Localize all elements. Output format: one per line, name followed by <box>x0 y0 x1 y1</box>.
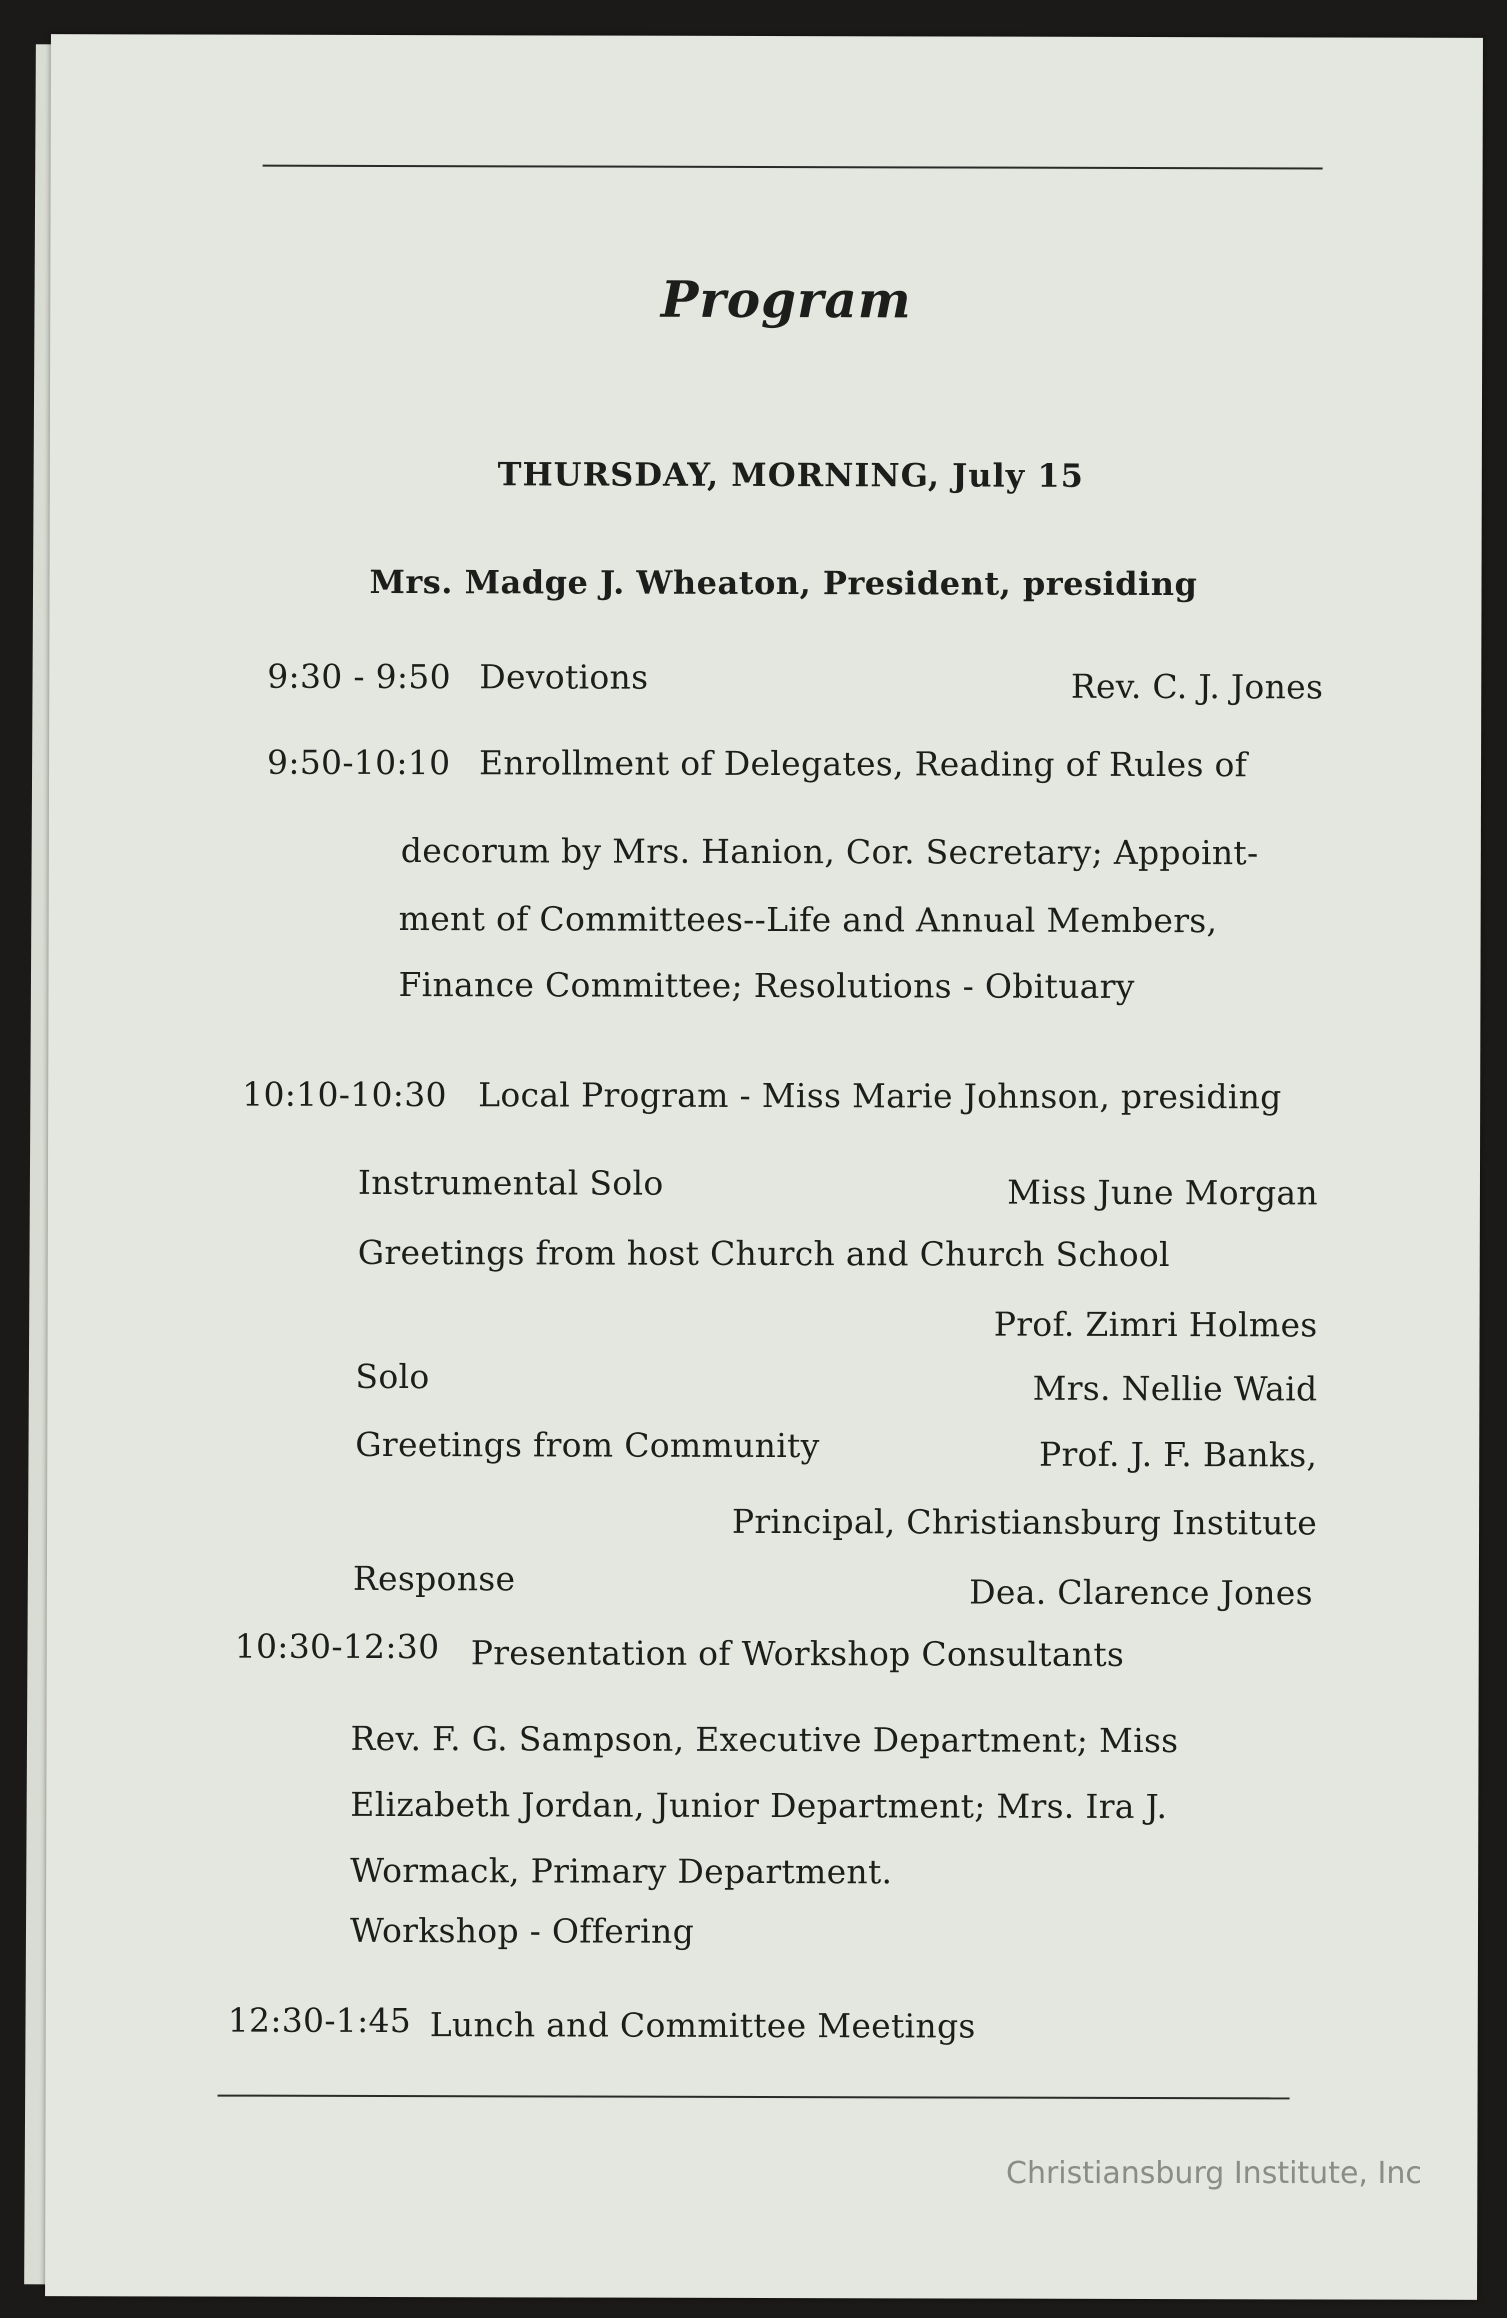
item-presenter: Prof. Zimri Holmes <box>993 1304 1318 1345</box>
program-title: Program <box>660 269 912 330</box>
item-text: Presentation of Workshop Consultants <box>470 1633 1125 1674</box>
item-time: 10:10-10:30 <box>242 1074 447 1115</box>
item-presenter: Mrs. Nellie Waid <box>1032 1368 1318 1409</box>
item-text: Lunch and Committee Meetings <box>429 2005 976 2046</box>
item-presenter: Prof. J. F. Banks, <box>1038 1434 1318 1475</box>
item-presenter: Principal, Christiansburg Institute <box>731 1501 1318 1543</box>
program-page <box>45 34 1483 2300</box>
top-rule <box>263 165 1323 170</box>
bottom-rule <box>218 2095 1290 2100</box>
item-presenter: Miss June Morgan <box>1007 1172 1318 1213</box>
item-text: Rev. F. G. Sampson, Executive Department; Miss <box>350 1718 1179 1761</box>
item-text: decorum by Mrs. Hanion, Cor. Secretary; Appoint- <box>400 831 1259 873</box>
item-text: Finance Committee; Resolutions - Obituary <box>398 965 1135 1006</box>
item-text: Instrumental Solo <box>357 1162 664 1203</box>
item-time: 12:30-1:45 <box>227 2000 412 2041</box>
item-presenter: Dea. Clarence Jones <box>969 1572 1313 1613</box>
item-text: Devotions <box>479 657 649 697</box>
item-text: Greetings from host Church and Church School <box>357 1232 1170 1275</box>
item-text: Response <box>352 1558 516 1599</box>
item-text: Solo <box>355 1356 430 1397</box>
item-text: Wormack, Primary Department. <box>350 1850 893 1892</box>
watermark: Christiansburg Institute, Inc <box>1006 2156 1422 2191</box>
item-text: Elizabeth Jordan, Junior Department; Mrs. Ira J. <box>350 1784 1168 1827</box>
item-presenter: Rev. C. J. Jones <box>1070 666 1324 707</box>
item-text: Greetings from Community <box>355 1424 820 1466</box>
item-time: 10:30-12:30 <box>234 1626 440 1667</box>
item-time: 9:50-10:10 <box>267 742 451 783</box>
item-text: Local Program - Miss Marie Johnson, presiding <box>478 1075 1282 1117</box>
day-heading: THURSDAY, MORNING, July 15 <box>497 455 1085 495</box>
presiding-line: Mrs. Madge J. Wheaton, President, presiding <box>369 562 1198 604</box>
item-text: Workshop - Offering <box>349 1910 695 1951</box>
item-text: Enrollment of Delegates, Reading of Rules of <box>479 743 1248 785</box>
item-time: 9:30 - 9:50 <box>267 656 451 697</box>
item-text: ment of Committees--Life and Annual Members, <box>398 899 1218 941</box>
